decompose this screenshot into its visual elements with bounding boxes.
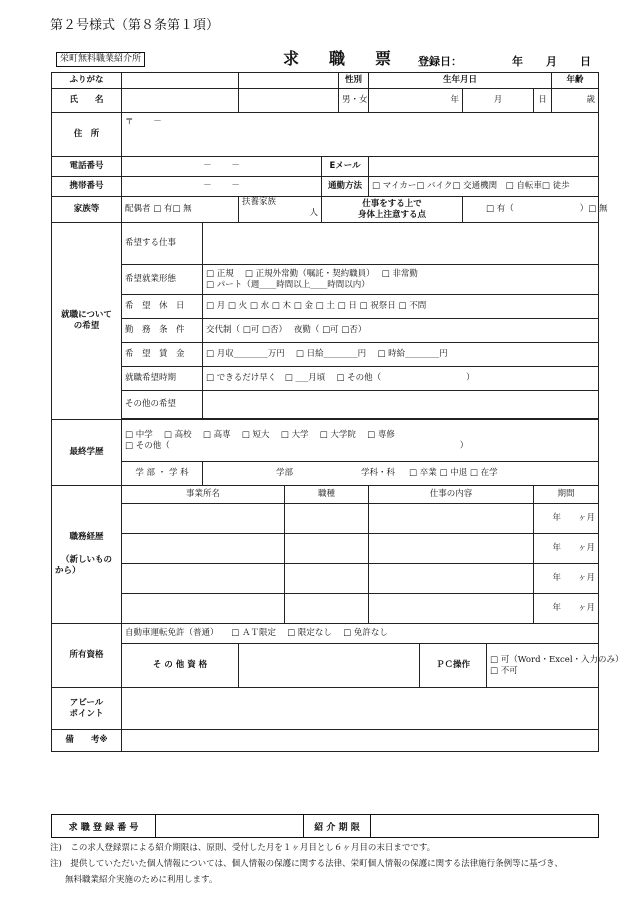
referral-label: 紹 介 期 限 — [304, 815, 371, 838]
office-name: 栄町無料職業紹介所 — [56, 52, 145, 67]
timing-options[interactable]: □ できるだけ早く □ ___月頃 □ その他（ ） — [203, 367, 599, 391]
pc-label: ＰＣ操作 — [420, 644, 487, 688]
birth-month[interactable]: 月 — [463, 89, 534, 113]
address-field[interactable] — [122, 113, 599, 157]
form-label: 希望就業形態 — [122, 265, 203, 295]
commute-label: 通勤方法 — [322, 177, 369, 197]
career-row: 年 ヶ月 — [52, 504, 599, 534]
other-wishes-field[interactable] — [203, 391, 599, 419]
form-id: 第２号様式（第８条第１項） — [50, 18, 220, 33]
note-2: 注) 提供していただいた個人情報については、個人情報の保護に関する法律、栄町個人情報の保護に関する法律施行条例等に基づき、 — [50, 859, 563, 869]
note-3: 無料職業紹介実施のために利用します。 — [65, 875, 218, 885]
furigana-field-2[interactable] — [239, 73, 339, 89]
registration-month: 月 — [546, 55, 557, 68]
page-title: 求 職 票 — [283, 49, 399, 68]
email-label: Eメール — [322, 157, 369, 177]
employment-form-options[interactable]: □ 正規 □ 正規外常勤（嘱託・契約職員） □ 非常勤 □ パート（週____時間以上____時間以内） — [203, 265, 599, 295]
furigana-label: ふりがな — [52, 73, 122, 89]
wishes-section-label: 就職について の希望 — [52, 223, 122, 420]
license-options[interactable]: 自動車運転免許（普通） □ ＡＴ限定 □ 限定なし □ 免許なし — [122, 624, 599, 644]
other-quals-field[interactable] — [239, 644, 420, 688]
holiday-options[interactable]: □ 月 □ 火 □ 水 □ 木 □ 金 □ 土 □ 日 □ 祝祭日 □ 不問 — [203, 295, 599, 319]
health-options[interactable]: □ 有（ ）□ 無 — [463, 197, 599, 223]
dependents-field[interactable] — [239, 197, 322, 223]
reg-number-label: 求 職 登 録 番 号 — [52, 815, 156, 838]
job-field[interactable] — [203, 223, 599, 265]
appeal-field[interactable] — [122, 688, 599, 730]
conditions-options[interactable]: 交代制（ □可 □否） 夜勤（ □可 □否） — [203, 319, 599, 343]
education-label: 最終学歴 — [52, 420, 122, 486]
spouse-options[interactable]: 配偶者 □ 有□ 無 — [122, 197, 239, 223]
note-1: 注) この求人登録票による紹介期限は、原則、受付した月を１ヶ月目とし６ヶ月目の末日までです。 — [50, 843, 436, 853]
job-label: 希望する仕事 — [122, 223, 203, 265]
name-field[interactable] — [122, 89, 239, 113]
career-col-job: 職種 — [285, 486, 369, 504]
health-label: 仕事をする上で 身体上注意する点 — [322, 197, 463, 223]
phone-field[interactable]: － － — [122, 157, 322, 177]
family-label: 家族等 — [52, 197, 122, 223]
postal-code: 〒 － — [125, 117, 162, 127]
wage-options[interactable]: □ 月収________万円 □ 日給________円 □ 時給________円 — [203, 343, 599, 367]
qualifications-label: 所有資格 — [52, 624, 122, 688]
remarks-label: 備 考※ — [52, 730, 122, 752]
appeal-label: アピール ポイント — [52, 688, 122, 730]
career-row: 年 ヶ月 — [52, 594, 599, 624]
gender-label: 性別 — [339, 73, 369, 89]
career-row: 年 ヶ月 — [52, 564, 599, 594]
career-label: 職務経歴 （新しいもの から） — [52, 486, 122, 624]
dependents-unit: 人 — [309, 208, 319, 218]
dependents-label: 扶養家族 — [242, 197, 277, 207]
mobile-label: 携帯番号 — [52, 177, 122, 197]
phone-label: 電話番号 — [52, 157, 122, 177]
career-row: 年 ヶ月 — [52, 534, 599, 564]
registration-label: 登録日： — [418, 55, 462, 68]
name-label: 氏 名 — [52, 89, 122, 113]
birth-day[interactable]: 日 — [534, 89, 552, 113]
office-use-table — [51, 814, 599, 838]
job-seeker-form — [51, 72, 624, 752]
remarks-field[interactable] — [122, 730, 599, 752]
furigana-field[interactable] — [122, 73, 239, 89]
gender-options[interactable]: 男・女 — [339, 89, 369, 113]
registration-day: 日 — [580, 55, 591, 68]
birth-year[interactable]: 年 — [369, 89, 463, 113]
commute-options[interactable]: □ マイカー□ バイク□ 交通機関 □ 自転車□ 徒歩 — [369, 177, 599, 197]
address-label: 住 所 — [52, 113, 122, 157]
education-options[interactable]: □ 中学 □ 高校 □ 高専 □ 短大 □ 大学 □ 大学院 □ 専修 □ その他（ ） — [122, 420, 599, 462]
other-quals-label: そ の 他 資 格 — [122, 644, 239, 688]
timing-label: 就職希望時期 — [122, 367, 203, 391]
other-wishes-label: その他の希望 — [122, 391, 203, 419]
reg-number-field[interactable] — [156, 815, 304, 838]
age-unit[interactable]: 歳 — [552, 89, 599, 113]
career-col-company: 事業所名 — [122, 486, 285, 504]
career-col-period: 期間 — [534, 486, 599, 504]
department-field[interactable]: 学部 学科・科 □ 卒業 □ 中退 □ 在学 — [203, 462, 599, 486]
department-label: 学 部 ・ 学 科 — [122, 462, 203, 486]
holiday-label: 希 望 休 日 — [122, 295, 203, 319]
wage-label: 希 望 賃 金 — [122, 343, 203, 367]
referral-field[interactable] — [371, 815, 599, 838]
birth-date-label: 生年月日 — [369, 73, 552, 89]
email-field[interactable] — [369, 157, 599, 177]
name-field-2[interactable] — [239, 89, 339, 113]
mobile-field[interactable]: － － — [122, 177, 322, 197]
career-col-content: 仕事の内容 — [369, 486, 534, 504]
age-label: 年齢 — [552, 73, 599, 89]
conditions-label: 勤 務 条 件 — [122, 319, 203, 343]
pc-options[interactable]: □ 可（Word・Excel・入力のみ） □ 不可 — [487, 644, 599, 688]
registration-year: 年 — [512, 55, 523, 68]
